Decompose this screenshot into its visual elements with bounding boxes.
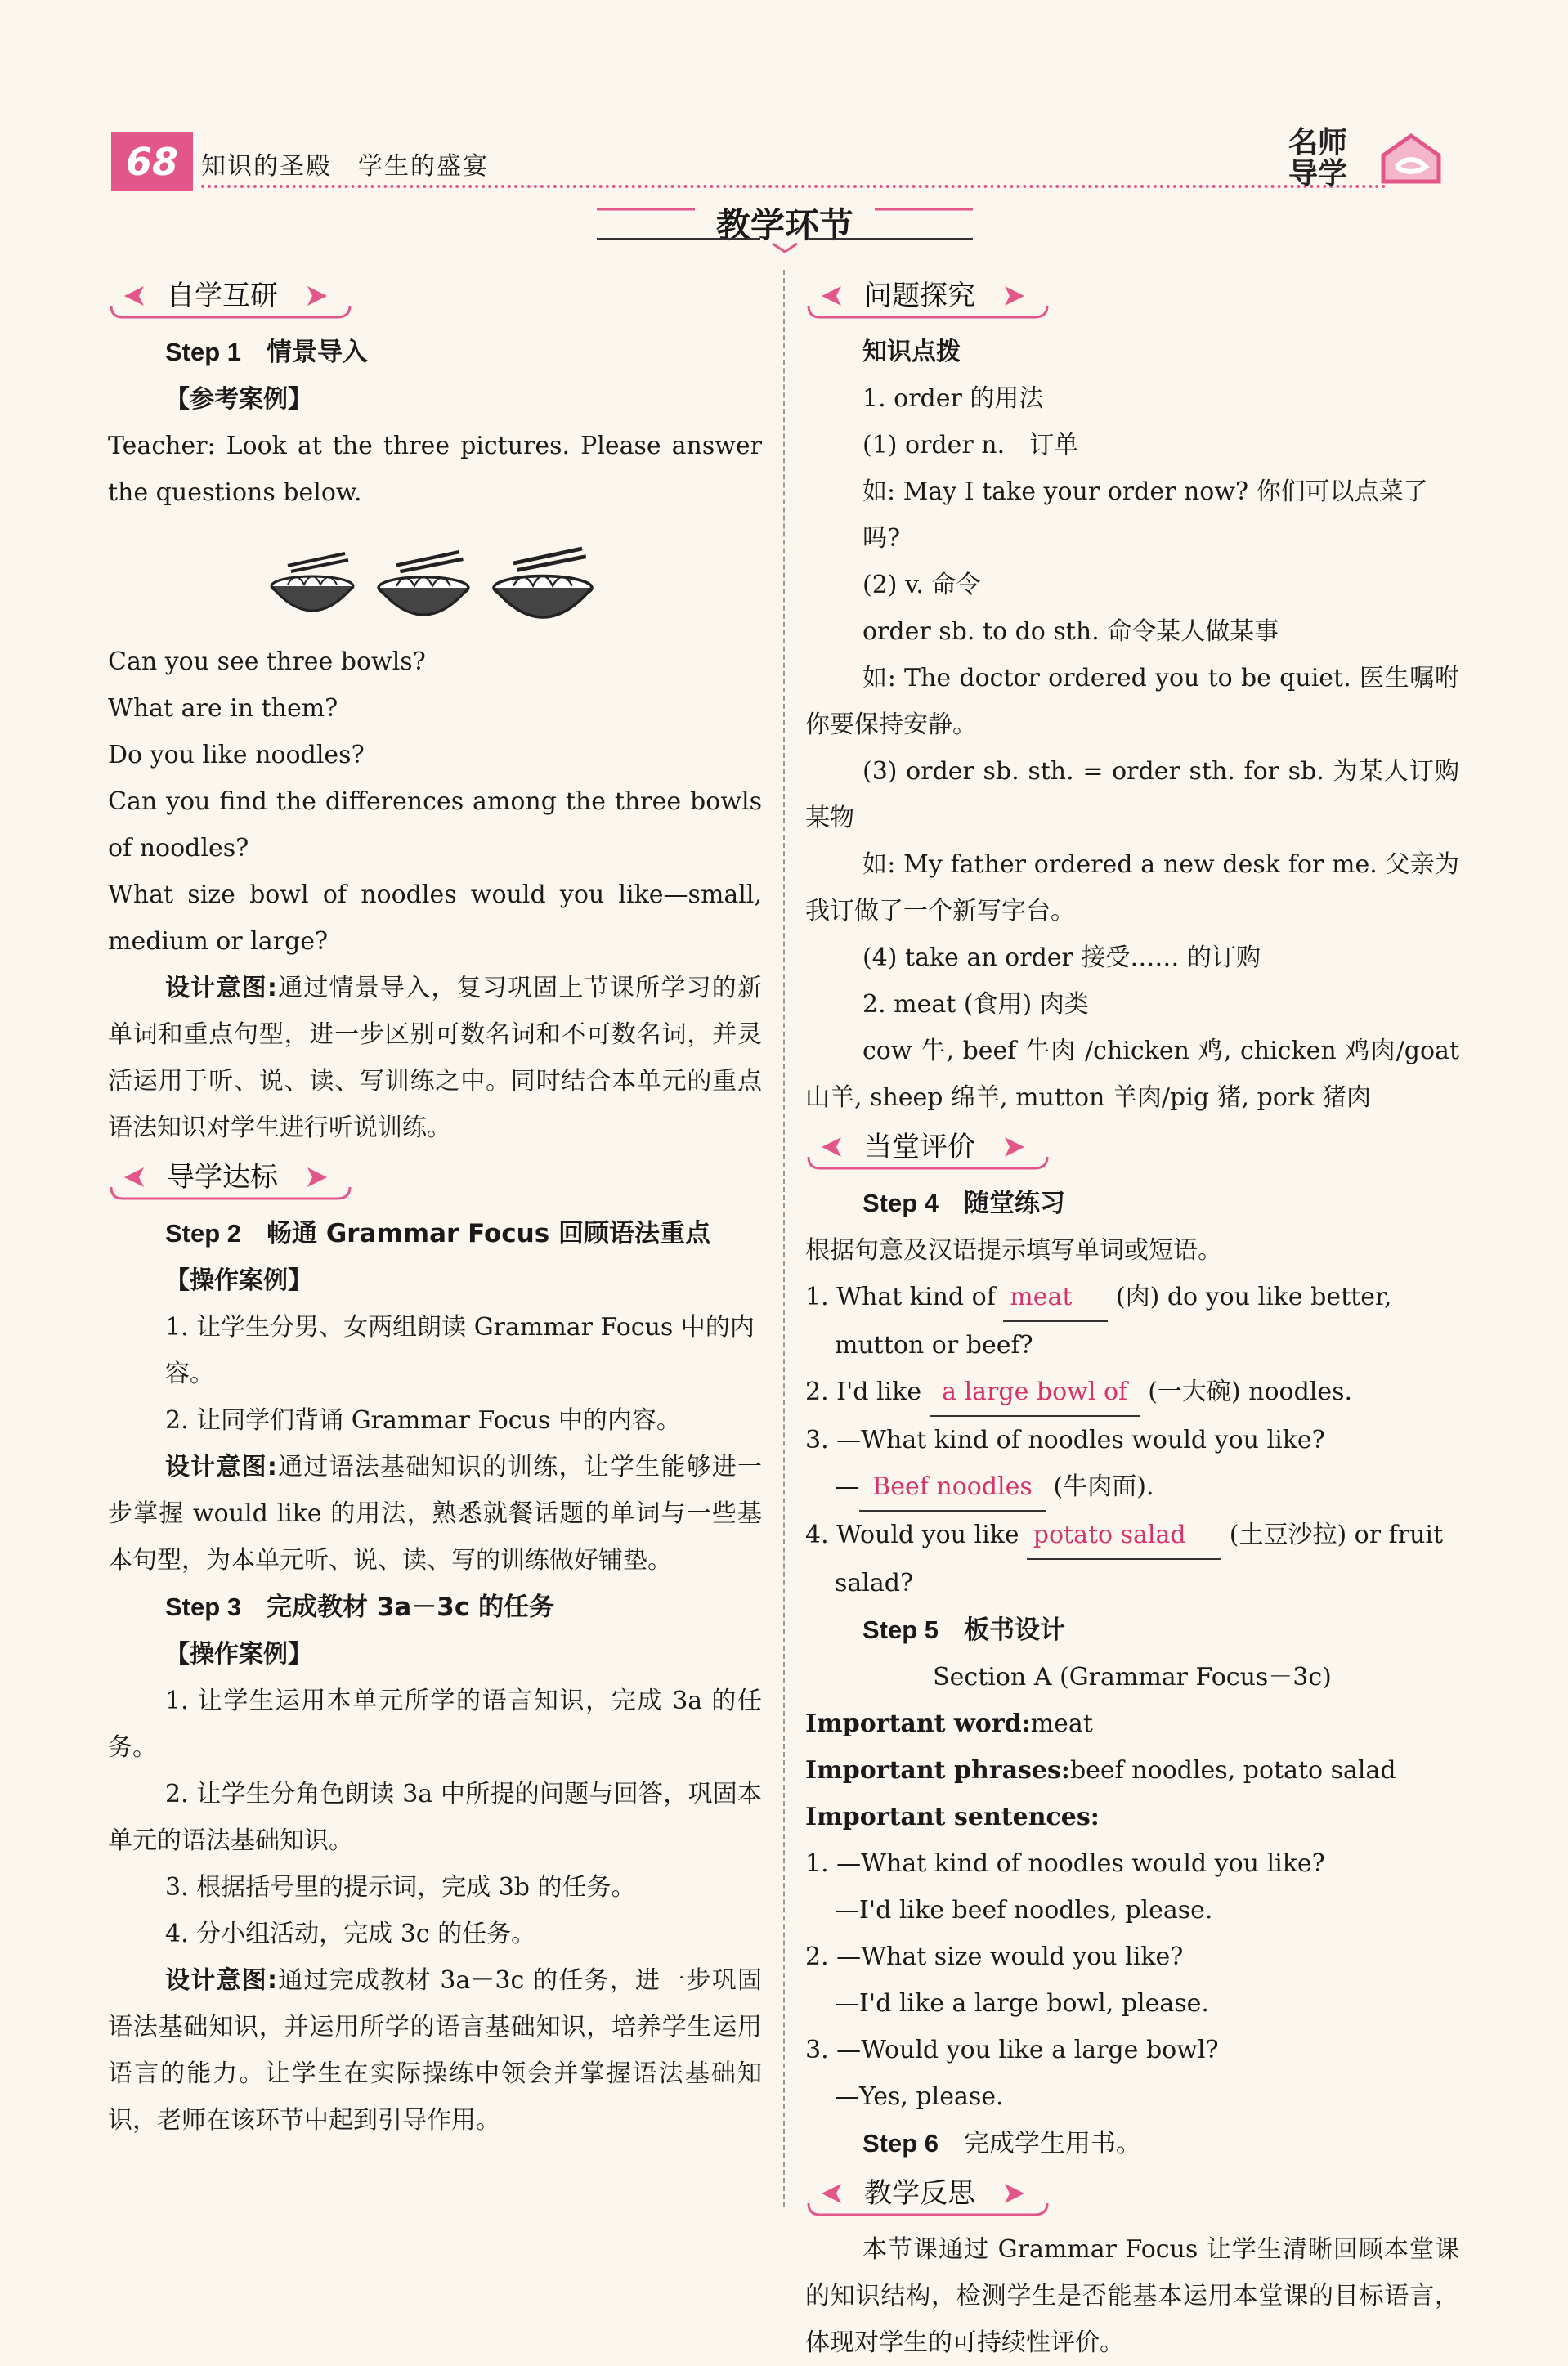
case-label: 【参考案例】 [165, 385, 312, 414]
exercise-instructions: 根据句意及汉语提示填写单词或短语。 [805, 1236, 1222, 1265]
section-main-title [597, 201, 973, 258]
noodle-bowls-image [108, 516, 762, 639]
design-intent-label: 设计意图: [165, 974, 277, 1002]
step-4 [805, 1180, 1459, 1227]
important-phrases-value: beef noodles, potato salad [1069, 1756, 1396, 1785]
sentence: —Yes, please. [835, 2082, 1004, 2111]
section-label: 自学互研 [167, 280, 278, 312]
exercise-text: (肉) do you like better, mutton or beef? [835, 1283, 1392, 1360]
exercise-text: (牛肉面). [1046, 1472, 1154, 1501]
section-header-reflection [805, 2172, 1459, 2218]
exercise-text: — [835, 1472, 859, 1501]
design-intent-1 [108, 965, 762, 1151]
knowledge-line: 如: The doctor ordered you to be quiet. 医生嘱咐你要保持安静。 [805, 664, 1459, 739]
case-label: 【操作案例】 [165, 1266, 312, 1295]
knowledge-line: 如: My father ordered a new desk for me. 父亲为我订做了一个新写字台。 [805, 850, 1459, 925]
exercise-text: (一大碗) noodles. [1140, 1378, 1353, 1406]
sentence: 2. —What size would you like? [805, 1943, 1184, 1971]
brand-line-2: 导学 [1288, 157, 1348, 190]
page-header [111, 128, 1452, 193]
operation-item: 4. 分小组活动，完成 3c 的任务。 [165, 1920, 536, 1948]
question: What size bowl of noodles would you like—small, medium or large? [108, 881, 762, 956]
important-phrases-label: Important phrases: [805, 1756, 1070, 1785]
step-6 [805, 2120, 1459, 2167]
title-ornament-icon [597, 201, 973, 258]
important-sentences-label: Important sentences: [805, 1803, 1100, 1831]
step-label: Step 6 [862, 2129, 939, 2158]
knowledge-title: 知识点拨 [862, 338, 961, 366]
step-title: 畅通 Grammar Focus 回顾语法重点 [267, 1219, 710, 1248]
teacher-prompt: Teacher: Look at the three pictures. Please answer the questions below. [108, 432, 762, 507]
step-label: Step 1 [165, 338, 242, 366]
step-title: 完成学生用书。 [964, 2129, 1142, 2158]
design-intent-2 [108, 1444, 762, 1584]
knowledge-line: order sb. to do sth. 命令某人做某事 [862, 617, 1279, 646]
reflection-text: 本节课通过 Grammar Focus 让学生清晰回顾本堂课的知识结构，检测学生是否能基本运用本堂课的目标语言，体现对学生的可持续性评价。 [805, 2235, 1459, 2357]
operation-item: 1. 让学生分男、女两组朗读 Grammar Focus 中的内容。 [165, 1313, 755, 1388]
exercise-item [805, 1274, 1459, 1369]
question: Can you see three bowls? [108, 648, 426, 676]
step-2 [108, 1210, 762, 1257]
right-column [805, 270, 1459, 2366]
exercise-text: 1. What kind of [805, 1283, 1004, 1311]
sentence: 1. —What kind of noodles would you like? [805, 1849, 1325, 1878]
main-title-text: 教学环节 [715, 205, 853, 245]
step-label: Step 5 [862, 1615, 939, 1644]
board-title: Section A (Grammar Focus－3c) [933, 1663, 1332, 1692]
section-header-evaluation [805, 1126, 1459, 1172]
case-label: 【操作案例】 [165, 1640, 312, 1669]
knowledge-line: (3) order sb. sth. = order sth. for sb. 为某人订购某物 [805, 757, 1459, 832]
step-3 [108, 1584, 762, 1631]
question: Do you like noodles? [108, 741, 365, 769]
exercise-text: 4. Would you like [805, 1521, 1028, 1549]
step-5 [805, 1606, 1459, 1654]
brand-emblem-icon [1378, 131, 1444, 188]
column-divider [783, 270, 785, 2207]
header-slogan: 知识的圣殿 学生的盛宴 [201, 152, 489, 181]
knowledge-line: (2) v. 命令 [862, 571, 981, 599]
important-word [805, 1701, 1459, 1747]
brand-text [1288, 128, 1347, 190]
knowledge-line: 1. order 的用法 [862, 384, 1044, 413]
operation-item: 2. 让学生分角色朗读 3a 中所提的问题与回答，巩固本单元的语法基础知识。 [108, 1780, 762, 1855]
step-label: Step 4 [862, 1189, 939, 1217]
exercise-text: 3. —What kind of noodles would you like? [805, 1426, 1325, 1454]
exercise-item [805, 1463, 1459, 1512]
question: What are in them? [108, 694, 338, 723]
design-intent-text: 通过语法基础知识的训练，让学生能够进一步掌握 would like 的用法，熟悉就餐话题的单词与一些基本句型，为本单元听、说、读、写的训练做好铺垫。 [108, 1453, 763, 1575]
section-header-inquiry [805, 275, 1459, 320]
knowledge-line: 2. meat (食用) 肉类 [862, 990, 1089, 1019]
operation-item: 1. 让学生运用本单元所学的语言知识，完成 3a 的任务。 [108, 1687, 762, 1762]
question: Can you find the differences among the three bowls of noodles? [108, 787, 762, 863]
section-label: 导学达标 [167, 1161, 278, 1194]
answer-blank: meat [1003, 1274, 1108, 1322]
step-label: Step 2 [165, 1219, 242, 1248]
brand-line-1: 名师 [1288, 126, 1348, 159]
exercise-item [805, 1417, 1459, 1463]
page-number: 68 [111, 132, 193, 191]
design-intent-text: 通过完成教材 3a－3c 的任务，进一步巩固语法基础知识，并运用所学的语言基础知识，培养学生运用语言的能力。让学生在实际操练中领会并掌握语法基础知识，老师在该环节中起到引导作用。 [108, 1966, 763, 2135]
knowledge-line: 如: May I take your order now? 你们可以点菜了吗? [862, 477, 1428, 553]
exercise-item [805, 1512, 1459, 1606]
important-phrases [805, 1747, 1459, 1794]
step-label: Step 3 [165, 1593, 242, 1621]
step-title: 随堂练习 [964, 1189, 1066, 1218]
section-label: 当堂评价 [864, 1131, 975, 1163]
step-title: 板书设计 [964, 1615, 1066, 1645]
noodle-bowl-icon [263, 521, 607, 635]
section-header-self-study [108, 275, 762, 320]
brand-logo [1288, 128, 1452, 193]
answer-blank: Beef noodles [859, 1463, 1046, 1512]
section-label: 问题探究 [864, 280, 975, 312]
exercise-text: 2. I'd like [805, 1378, 930, 1406]
operation-item: 3. 根据括号里的提示词，完成 3b 的任务。 [165, 1873, 636, 1902]
answer-blank: a large bowl of [930, 1369, 1140, 1417]
left-column [108, 270, 762, 2144]
design-intent-label: 设计意图: [165, 1966, 277, 1995]
exercise-text: (土豆沙拉) or fruit salad? [835, 1521, 1444, 1597]
design-intent-label: 设计意图: [165, 1453, 277, 1481]
knowledge-line: (4) take an order 接受…… 的订购 [862, 943, 1261, 972]
exercise-item [805, 1369, 1459, 1417]
header-divider [201, 185, 1387, 188]
section-header-guided [108, 1156, 762, 1202]
sentence: 3. —Would you like a large bowl? [805, 2036, 1219, 2064]
design-intent-text: 通过情景导入，复习巩固上节课所学习的新单词和重点句型，进一步区别可数名词和不可数名词，并灵活运用于听、说、读、写训练之中。同时结合本单元的重点语法知识对学生进行听说训练。 [108, 974, 763, 1142]
sentence: —I'd like a large bowl, please. [835, 1989, 1209, 2018]
knowledge-line: (1) order n. 订单 [862, 431, 1079, 459]
design-intent-3 [108, 1957, 762, 2144]
important-word-label: Important word: [805, 1710, 1031, 1738]
section-label: 教学反思 [864, 2177, 975, 2210]
step-title: 情景导入 [267, 338, 369, 367]
operation-item: 2. 让同学们背诵 Grammar Focus 中的内容。 [165, 1406, 681, 1435]
step-1 [108, 329, 762, 376]
sentence: —I'd like beef noodles, please. [835, 1896, 1213, 1925]
answer-blank: potato salad [1027, 1512, 1221, 1560]
important-word-value: meat [1030, 1710, 1093, 1738]
knowledge-line: cow 牛, beef 牛肉 /chicken 鸡, chicken 鸡肉/goat 山羊, sheep 绵羊, mutton 羊肉/pig 猪, pork 猪肉 [805, 1037, 1459, 1112]
step-title: 完成教材 3a－3c 的任务 [267, 1593, 555, 1622]
